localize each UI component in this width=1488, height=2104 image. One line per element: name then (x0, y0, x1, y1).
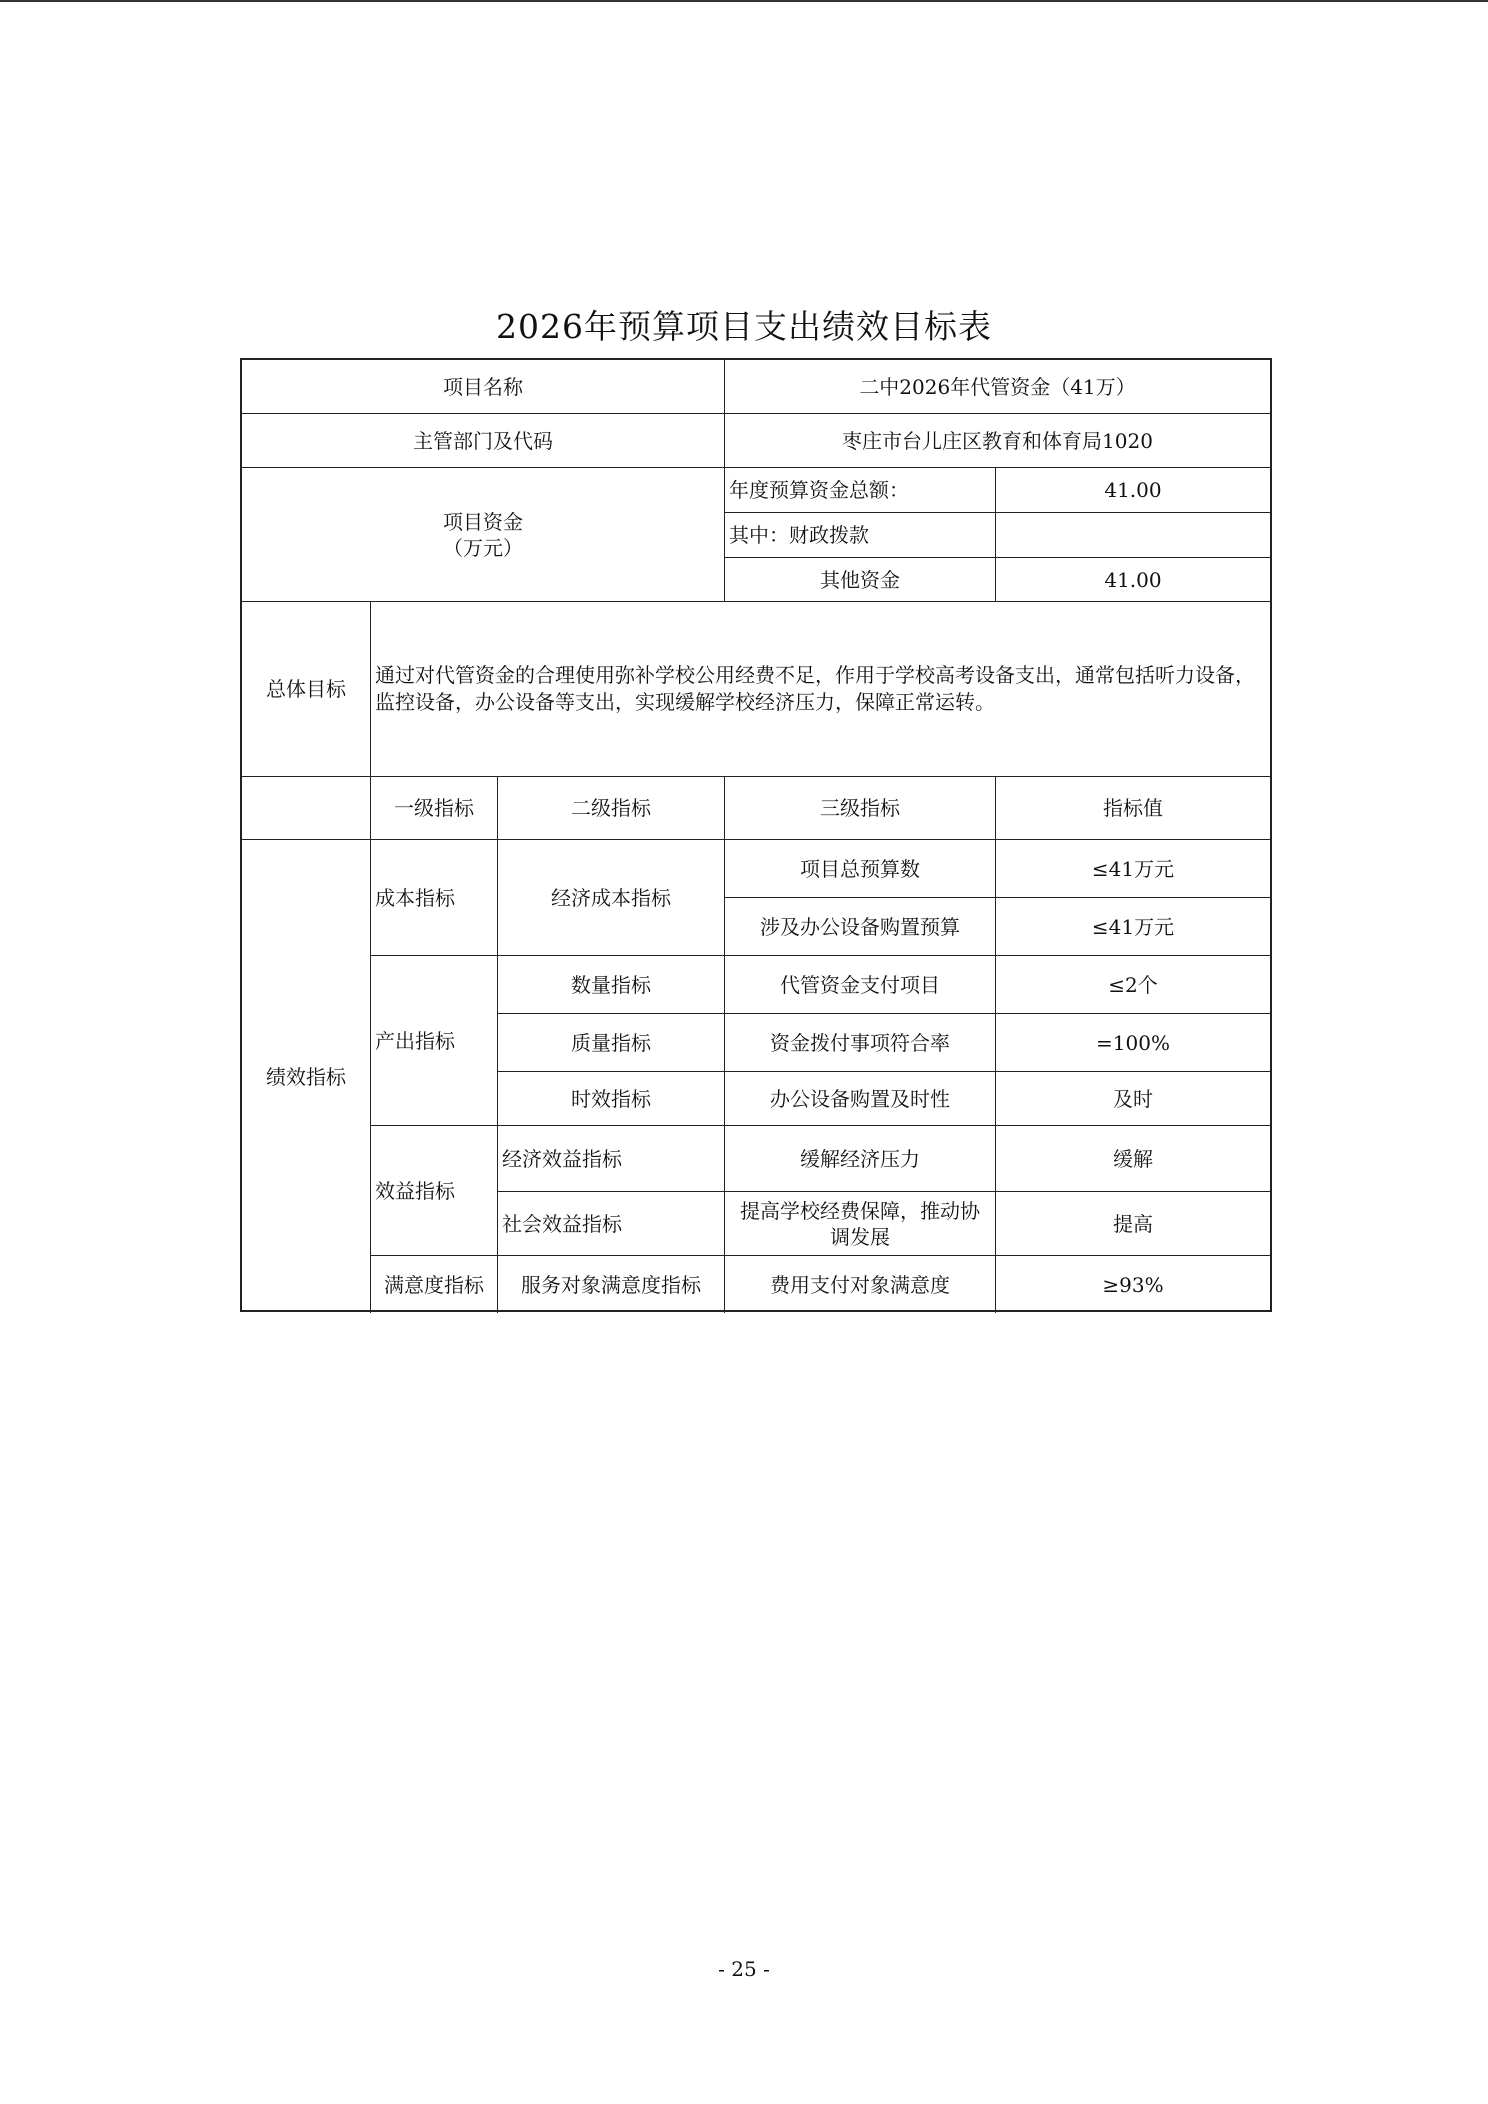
goal-label: 总体目标 (242, 602, 371, 777)
benefit-row-1-value: 缓解 (996, 1126, 1270, 1192)
header-level2: 二级指标 (498, 777, 725, 840)
project-name-label: 项目名称 (242, 360, 725, 414)
satisfaction-sub: 服务对象满意度指标 (498, 1256, 725, 1313)
output-row-2-name: 资金拨付事项符合率 (725, 1014, 996, 1072)
other-funds-value: 41.00 (996, 558, 1270, 602)
output-row-2-value: =100% (996, 1014, 1270, 1072)
benefit-row-1-sub: 经济效益指标 (498, 1126, 725, 1192)
output-row-3-name: 办公设备购置及时性 (725, 1072, 996, 1126)
funds-label-cell (242, 468, 725, 602)
header-level3: 三级指标 (725, 777, 996, 840)
cost-indicator-label: 成本指标 (371, 840, 498, 956)
dept-value: 枣庄市台儿庄区教育和体育局1020 (725, 414, 1270, 468)
header-level1: 一级指标 (371, 777, 498, 840)
funds-unit: （万元） (443, 535, 523, 560)
cost-row-2-value: ≤41万元 (996, 898, 1270, 956)
output-row-2-sub: 质量指标 (498, 1014, 725, 1072)
output-row-1-value: ≤2个 (996, 956, 1270, 1014)
header-value: 指标值 (996, 777, 1270, 840)
cost-row-1-name: 项目总预算数 (725, 840, 996, 898)
project-name-value: 二中2026年代管资金（41万） (725, 360, 1270, 414)
output-row-3-sub: 时效指标 (498, 1072, 725, 1126)
page-number: - 25 - (718, 1957, 770, 1981)
output-indicator-label: 产出指标 (371, 956, 498, 1126)
benefit-indicator-label: 效益指标 (371, 1126, 498, 1256)
cost-sub-label: 经济成本指标 (498, 840, 725, 956)
cost-row-2-name: 涉及办公设备购置预算 (725, 898, 996, 956)
benefit-row-2-name: 提高学校经费保障，推动协调发展 (725, 1192, 996, 1256)
fiscal-label: 其中：财政拨款 (725, 513, 996, 558)
indicator-group-label: 绩效指标 (242, 840, 371, 1313)
dept-label: 主管部门及代码 (242, 414, 725, 468)
other-funds-label: 其他资金 (725, 558, 996, 602)
satisfaction-name: 费用支付对象满意度 (725, 1256, 996, 1313)
funds-label: 项目资金 (443, 509, 523, 534)
performance-table (240, 358, 1272, 1312)
page-title: 2026年预算项目支出绩效目标表 (496, 307, 992, 346)
satisfaction-indicator-label: 满意度指标 (371, 1256, 498, 1313)
satisfaction-value: ≥93% (1102, 1272, 1164, 1297)
page-top-border (0, 0, 1488, 2)
cost-row-1-value: ≤41万元 (996, 840, 1270, 898)
benefit-row-2-value: 提高 (996, 1192, 1270, 1256)
annual-total-label: 年度预算资金总额： (725, 468, 996, 513)
benefit-row-2-sub: 社会效益指标 (498, 1192, 725, 1256)
output-row-3-value: 及时 (996, 1072, 1270, 1126)
annual-total-value: 41.00 (996, 468, 1270, 513)
header-blank (242, 777, 371, 840)
goal-text: 通过对代管资金的合理使用弥补学校公用经费不足，作用于学校高考设备支出，通常包括听力设备，监控设备，办公设备等支出，实现缓解学校经济压力，保障正常运转。 (371, 602, 1270, 777)
fiscal-value (996, 513, 1270, 558)
output-row-1-name: 代管资金支付项目 (725, 956, 996, 1014)
benefit-row-1-name: 缓解经济压力 (725, 1126, 996, 1192)
output-row-1-sub: 数量指标 (498, 956, 725, 1014)
